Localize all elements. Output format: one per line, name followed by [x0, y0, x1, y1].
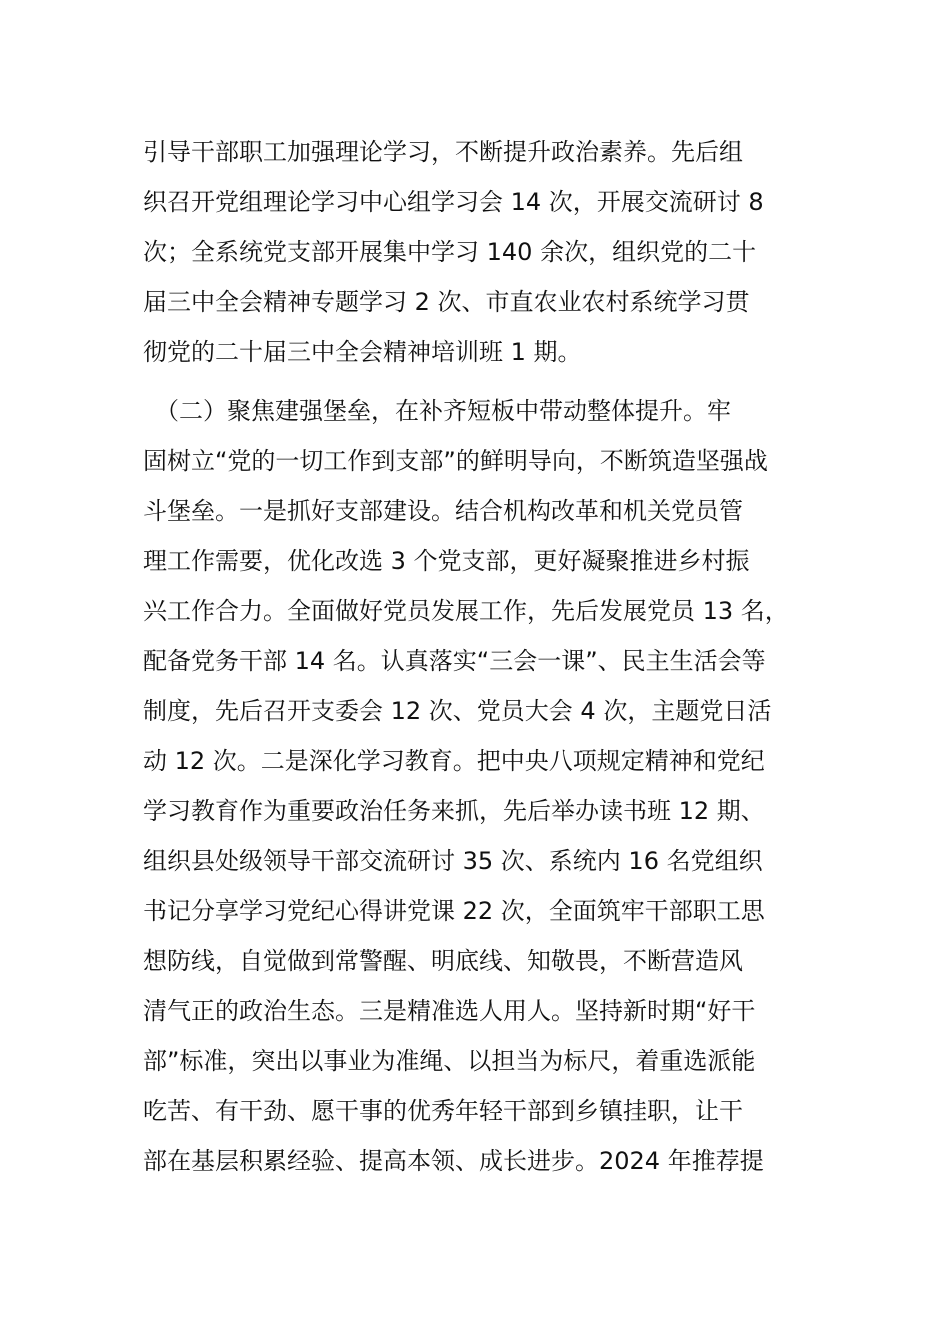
paragraph-party-study	[143, 127, 843, 377]
text-line: 书记分享学习党纪心得讲党课 22 次，全面筑牢干部职工思	[143, 897, 765, 925]
text-line: 动 12 次。二是深化学习教育。把中央八项规定精神和党纪	[143, 747, 765, 775]
text-line: 届三中全会精神专题学习 2 次、市直农业农村系统学习贯	[143, 288, 750, 316]
text-line: 引导干部职工加强理论学习，不断提升政治素养。先后组	[143, 138, 743, 166]
text-line: 理工作需要，优化改选 3 个党支部，更好凝聚推进乡村振	[143, 547, 750, 575]
paragraph-build-stronghold	[143, 386, 843, 1186]
text-line: （二）聚焦建强堡垒，在补齐短板中带动整体提升。牢	[143, 397, 731, 425]
text-line: 部”标准，突出以事业为准绳、以担当为标尺，着重选派能	[143, 1047, 756, 1075]
text-line: 织召开党组理论学习中心组学习会 14 次，开展交流研讨 8	[143, 188, 764, 216]
text-line: 组织县处级领导干部交流研讨 35 次、系统内 16 名党组织	[143, 847, 763, 875]
text-line: 清气正的政治生态。三是精准选人用人。坚持新时期“好干	[143, 997, 756, 1025]
text-line: 想防线，自觉做到常警醒、明底线、知敬畏，不断营造风	[143, 947, 743, 975]
text-line: 斗堡垒。一是抓好支部建设。结合机构改革和机关党员管	[143, 497, 743, 525]
text-line: 固树立“党的一切工作到支部”的鲜明导向，不断筑造坚强战	[143, 447, 768, 475]
text-line: 彻党的二十届三中全会精神培训班 1 期。	[143, 338, 582, 366]
text-line: 学习教育作为重要政治任务来抓，先后举办读书班 12 期、	[143, 797, 765, 825]
text-line: 制度，先后召开支委会 12 次、党员大会 4 次，主题党日活	[143, 697, 772, 725]
text-line: 次；全系统党支部开展集中学习 140 余次，组织党的二十	[143, 238, 757, 266]
text-line: 兴工作合力。全面做好党员发展工作，先后发展党员 13 名，	[143, 597, 789, 625]
text-line: 吃苦、有干劲、愿干事的优秀年轻干部到乡镇挂职，让干	[143, 1097, 743, 1125]
text-line: 配备党务干部 14 名。认真落实“三会一课”、民主生活会等	[143, 647, 766, 675]
text-line: 部在基层积累经验、提高本领、成长进步。2024 年推荐提	[143, 1147, 764, 1175]
